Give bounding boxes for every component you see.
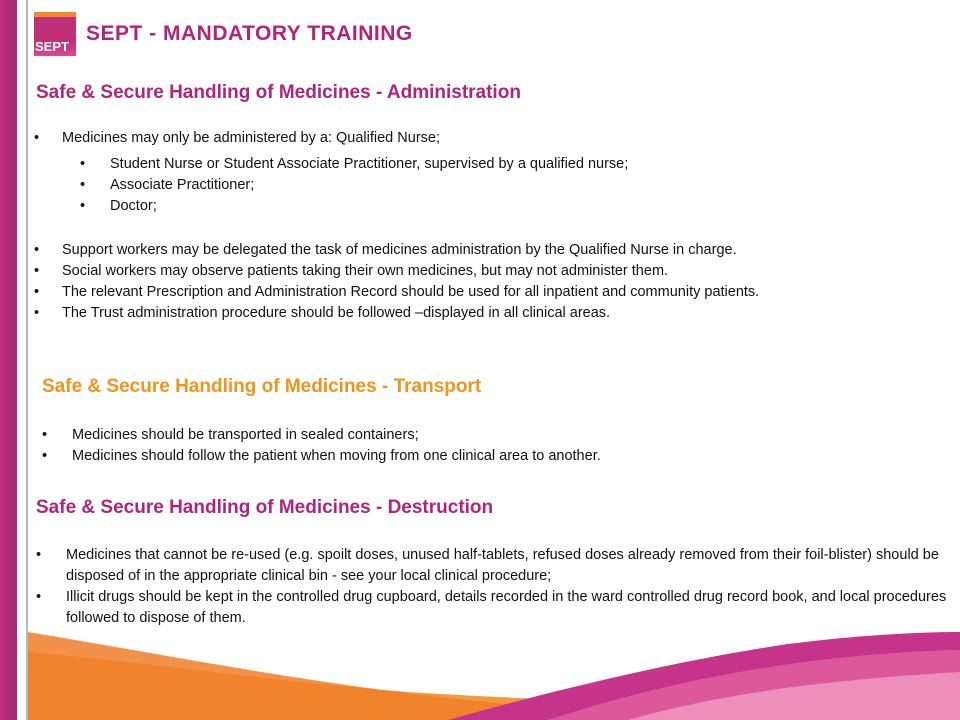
list-item: • Doctor;	[110, 196, 930, 217]
list-item: • Medicines should be transported in sealed containers;	[72, 425, 932, 446]
transport-list	[72, 425, 932, 467]
list-item: • Social workers may observe patients taking their own medicines, but may not administer them.	[62, 261, 942, 282]
list-item: • Medicines should follow the patient when moving from one clinical area to another.	[72, 446, 932, 467]
left-accent-bar	[0, 0, 17, 720]
heading-destruction: Safe & Secure Handling of Medicines - Destruction	[36, 497, 494, 518]
left-divider-line	[26, 0, 28, 720]
logo-stripe	[34, 12, 76, 17]
administration-sub-list	[110, 154, 930, 217]
list-item: • The Trust administration procedure should be followed –displayed in all clinical areas.	[62, 303, 942, 324]
administration-list	[62, 240, 942, 324]
list-item: • Student Nurse or Student Associate Practitioner, supervised by a qualified nurse;	[110, 154, 930, 175]
page-title: SEPT - MANDATORY TRAINING	[86, 22, 413, 45]
list-item: • The relevant Prescription and Administration Record should be used for all inpatient and community patients.	[62, 282, 942, 303]
list-item: • Associate Practitioner;	[110, 175, 930, 196]
destruction-list	[66, 545, 956, 629]
list-item: • Support workers may be delegated the task of medicines administration by the Qualified Nurse in charge.	[62, 240, 942, 261]
footer-wave-decoration	[28, 632, 960, 720]
list-item: • Medicines may only be administered by a: Qualified Nurse;	[62, 128, 942, 149]
heading-transport: Safe & Secure Handling of Medicines - Transport	[42, 376, 482, 397]
logo-text: SEPT	[35, 39, 69, 54]
list-item: • Medicines that cannot be re-used (e.g. spoilt doses, unused half-tablets, refused doses already removed from their foil-blister) should be disposed of in the appropriate clinical bin - see your local clinical procedure;	[66, 545, 956, 587]
list-item: • Illicit drugs should be kept in the controlled drug cupboard, details recorded in the ward controlled drug record book, and local procedures followed to dispose of them.	[66, 587, 956, 629]
heading-administration: Safe & Secure Handling of Medicines - Administration	[36, 82, 521, 103]
administration-intro-list	[62, 128, 942, 149]
